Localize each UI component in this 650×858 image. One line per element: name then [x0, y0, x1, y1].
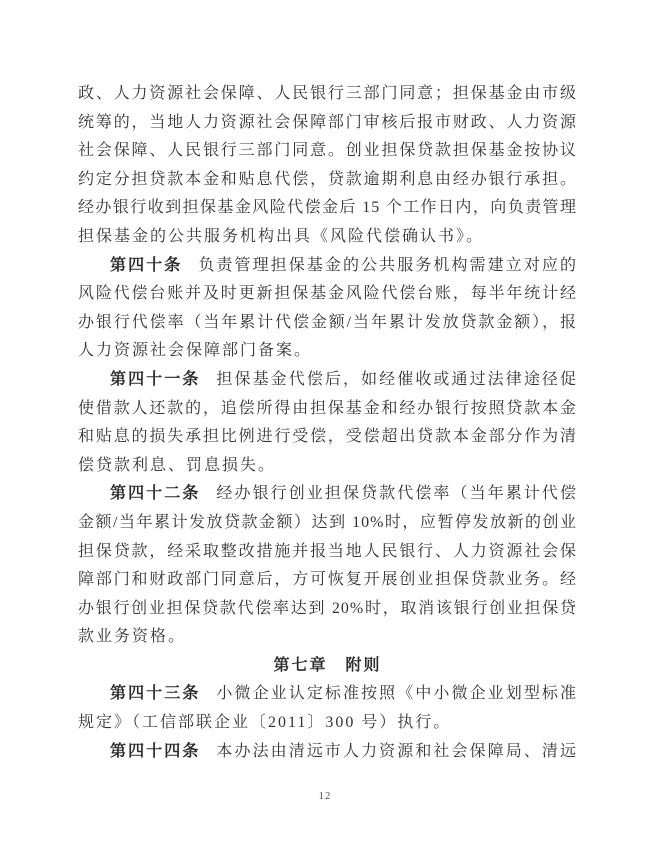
text-line [78, 680, 577, 709]
text-line [78, 166, 577, 195]
text-line [78, 337, 577, 366]
line-text: 使借款人还款的，追偿所得由担保基金和经办银行按照贷款本金 [78, 399, 577, 417]
line-text: 担保基金代偿后，如经催收或通过法律途径促 [216, 370, 577, 388]
text-line [78, 595, 577, 624]
text-line [78, 252, 577, 281]
article-number-label: 第四十三条 [110, 685, 201, 703]
line-text: 统筹的，当地人力资源社会保障部门审核后报市财政、人力资源 [78, 113, 577, 131]
text-line [78, 194, 577, 223]
line-text: 办银行代偿率（当年累计代偿金额/当年累计发放贷款金额），报 [78, 313, 577, 331]
article-number-label: 第七章 附则 [273, 656, 382, 674]
line-text: 规定》（工信部联企业〔2011〕300 号）执行。 [78, 714, 452, 732]
document-body [78, 80, 577, 766]
text-line [78, 480, 577, 509]
line-text: 担保基金的公共服务机构出具《风险代偿确认书》。 [78, 227, 485, 245]
article-number-label: 第四十条 [110, 256, 183, 274]
text-line [78, 109, 577, 138]
article-number-label: 第四十二条 [110, 485, 201, 503]
line-text: 风险代偿台账并及时更新担保基金风险代偿台账，每半年统计经 [78, 285, 577, 303]
line-text: 金额/当年累计发放贷款金额）达到 10%时，应暂停发放新的创业 [78, 513, 577, 531]
line-text: 办银行创业担保贷款代偿率达到 20%时，取消该银行创业担保贷 [78, 599, 577, 617]
article-number-label: 第四十一条 [110, 370, 201, 388]
article-number-label: 第四十四条 [110, 742, 201, 760]
line-text: 偿贷款利息、罚息损失。 [78, 456, 277, 474]
text-line [78, 509, 577, 538]
text-line [78, 80, 577, 109]
line-text: 经办银行收到担保基金风险代偿金后 15 个工作日内，向负责管理 [78, 199, 577, 217]
line-text: 小微企业认定标准按照《中小微企业划型标准 [216, 685, 577, 703]
text-line [78, 652, 577, 681]
text-line [78, 137, 577, 166]
text-line [78, 623, 577, 652]
text-line [78, 280, 577, 309]
text-line [78, 538, 577, 567]
text-line [78, 223, 577, 252]
text-line [78, 452, 577, 481]
text-line [78, 395, 577, 424]
line-text: 社会保障、人民银行三部门同意。创业担保贷款担保基金按协议 [78, 142, 577, 160]
line-text: 担保贷款，经采取整改措施并报当地人民银行、人力资源社会保 [78, 542, 577, 560]
line-text: 和贴息的损失承担比例进行受偿，受偿超出贷款本金部分作为清 [78, 428, 577, 446]
line-text: 人力资源社会保障部门备案。 [78, 342, 313, 360]
text-line [78, 738, 577, 767]
line-text: 款业务资格。 [78, 628, 187, 646]
line-text: 政、人力资源社会保障、人民银行三部门同意；担保基金由市级 [78, 85, 577, 102]
page-number: 12 [318, 790, 332, 802]
text-line [78, 309, 577, 338]
line-text: 经办银行创业担保贷款代偿率（当年累计代偿 [216, 485, 577, 503]
text-line [78, 709, 577, 738]
line-text: 负责管理担保基金的公共服务机构需建立对应的 [198, 256, 577, 274]
line-text: 障部门和财政部门同意后，方可恢复开展创业担保贷款业务。经 [78, 571, 577, 589]
line-text: 约定分担贷款本金和贴息代偿，贷款逾期利息由经办银行承担。 [78, 170, 577, 188]
text-line [78, 423, 577, 452]
text-line [78, 566, 577, 595]
line-text: 本办法由清远市人力资源和社会保障局、清远 [216, 742, 577, 760]
text-line [78, 366, 577, 395]
